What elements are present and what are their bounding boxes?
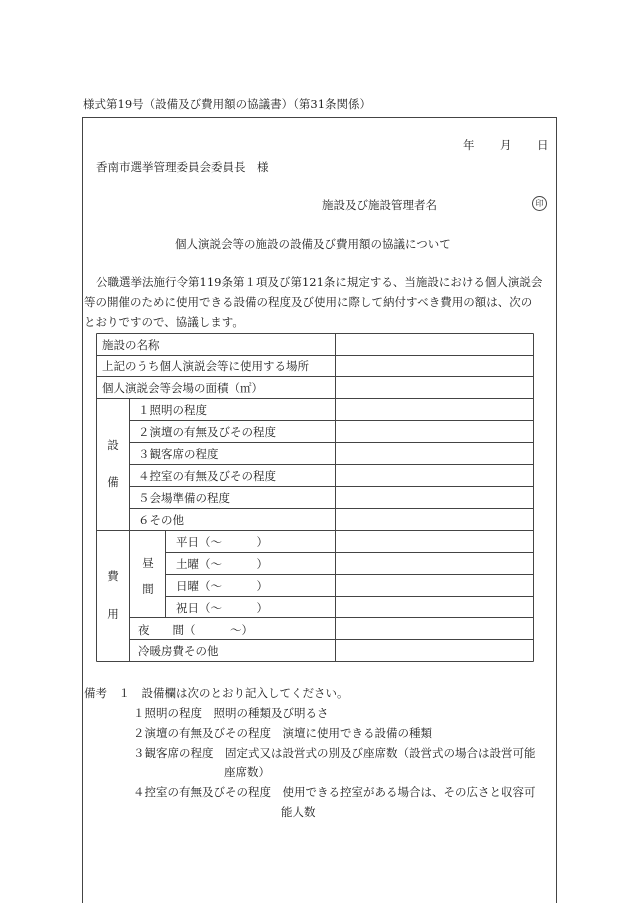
equipment-item-6: ６その他 [138,513,184,527]
equipment-label-1: 設 [107,438,119,452]
date-month: 月 [500,138,512,152]
equipment-item-5: ５会場準備の程度 [138,491,230,505]
heating-label: 冷暖房費その他 [138,644,219,658]
row-facility-name: 施設の名称 [102,338,160,352]
notes-item-1: １照明の程度 照明の種類及び明るさ [133,706,329,720]
daytime-label-1: 昼 [142,556,154,570]
equipment-label-2: 備 [107,475,119,489]
daytime-sunday: 日曜（～ ） [176,579,268,593]
body-line-1: 公職選挙法施行令第119条第１項及び第121条に規定する、当施設における個人演説会 [96,275,543,289]
row-area: 個人演説会等会場の面積（㎡） [102,381,263,395]
body-line-2: 等の開催のために使用できる設備の程度及び使用に際して納付すべき費用の額は、次の [84,295,533,309]
date-year: 年 [463,138,475,152]
daytime-weekday: 平日（～ ） [176,535,268,549]
date-day: 日 [537,138,549,152]
notes-item-2: ２演壇の有無及びその程度 演壇に使用できる設備の種類 [133,726,432,740]
notes-item-3-cont: 座席数） [224,765,270,779]
notes-item-4-cont: 能人数 [281,805,316,819]
form-header: 様式第19号（設備及び費用額の協議書）（第31条関係） [83,97,372,111]
seal-mark [532,196,547,211]
seal-mark-text: 印 [535,199,544,208]
notes-item-3: ３観客席の程度 固定式又は設営式の別及び座席数（設営式の場合は設営可能 [133,746,536,760]
notes-item-4: ４控室の有無及びその程度 使用できる控室がある場合は、その広さと収容可 [133,785,536,799]
equipment-item-1: １照明の程度 [138,403,207,417]
doc-title: 個人演説会等の施設の設備及び費用額の協議について [175,237,451,251]
daytime-label-2: 間 [142,582,154,596]
row-location: 上記のうち個人演説会等に使用する場所 [102,359,309,373]
manager-label: 施設及び施設管理者名 [322,198,437,212]
equipment-item-4: ４控室の有無及びその程度 [138,469,276,483]
notes-label: 備考 １ 設備欄は次のとおり記入してください。 [84,686,349,700]
daytime-saturday: 土曜（～ ） [176,557,268,571]
body-line-3: とおりですので、協議します。 [84,315,244,329]
daytime-holiday: 祝日（～ ） [176,601,268,615]
cost-label-1: 費 [107,569,119,583]
body-text [84,272,556,332]
equipment-item-3: ３観客席の程度 [138,447,219,461]
night-label: 夜 間（ ～） [138,623,253,637]
equipment-item-2: ２演壇の有無及びその程度 [138,425,276,439]
cost-label-2: 用 [107,607,119,621]
addressee: 香南市選挙管理委員会委員長 様 [96,160,269,174]
facility-table [96,333,534,662]
